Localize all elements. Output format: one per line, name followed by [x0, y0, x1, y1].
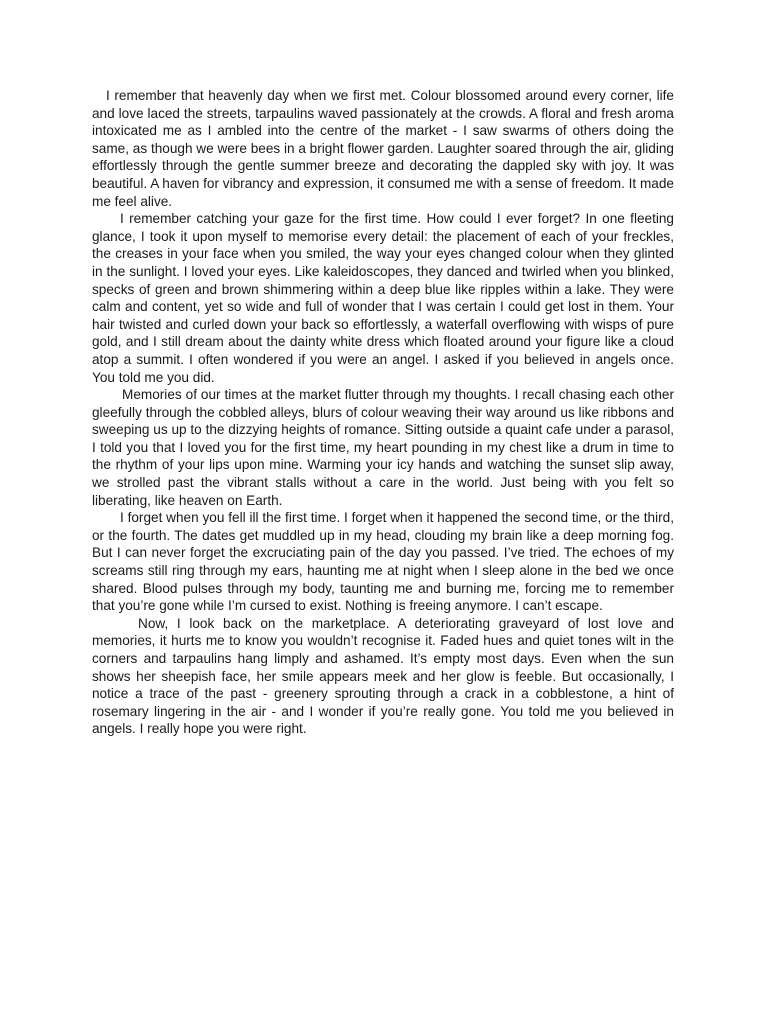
story-text [92, 87, 674, 738]
paragraph-5: Now, I look back on the marketplace. A deteriorating graveyard of lost love and memories, it hurts me to know you wouldn’t recognise it. Faded hues and quiet tones wilt in the corners and tarpaulins hang limply and ashamed. It’s empty most days. Even when the sun shows her sheepish face, her smile appears meek and her glow is feeble. But occasionally, I notice a trace of the past - greenery sprouting through a crack in a cobblestone, a hint of rosemary lingering in the air - and I wonder if you’re really gone. You told me you believed in angels. I really hope you were right. [92, 615, 674, 737]
paragraph-4: I forget when you fell ill the first time. I forget when it happened the second time, or the third, or the fourth. The dates get muddled up in my head, clouding my brain like a deep morning fog. But I can never forget the excruciating pain of the day you passed. I’ve tried. The echoes of my screams still ring through my ears, haunting me at night when I sleep alone in the bed we once shared. Blood pulses through my body, taunting me and burning me, forcing me to remember that you’re gone while I’m cursed to exist. Nothing is freeing anymore. I can’t escape. [92, 510, 674, 614]
paragraph-2: I remember catching your gaze for the first time. How could I ever forget? In one fleeting glance, I took it upon myself to memorise every detail: the placement of each of your freckles, the creases in your face when you smiled, the way your eyes changed colour when they glinted in the sunlight. I loved your eyes. Like kaleidoscopes, they danced and twirled when you blinked, specks of green and brown shimmering within a deep blue like ripples within a lake. They were calm and content, yet so wide and full of wonder that I was certain I could get lost in them. Your hair twisted and curled down your back so effortlessly, a waterfall overflowing with wisps of pure gold, and I still dream about the dainty white dress which floated around your figure like a cloud atop a summit. I often wondered if you were an angel. I asked if you believed in angels once. You told me you did. [92, 211, 674, 385]
paragraph-1: I remember that heavenly day when we first met. Colour blossomed around every corner, life and love laced the streets, tarpaulins waved passionately at the crowds. A floral and fresh aroma intoxicated me as I ambled into the centre of the market - I saw swarms of others doing the same, as though we were bees in a bright flower garden. Laughter soared through the air, gliding effortlessly through the gentle summer breeze and decorating the dappled sky with joy. It was beautiful. A haven for vibrancy and expression, it consumed me with a sense of freedom. It made me feel alive. [92, 88, 674, 209]
paragraph-3: Memories of our times at the market flutter through my thoughts. I recall chasing each other gleefully through the cobbled alleys, blurs of colour weaving their way around us like ribbons and sweeping us up to the dizzying heights of romance. Sitting outside a quaint cafe under a parasol, I told you that I loved you for the first time, my heart pounding in my chest like a drum in time to the rhythm of your lips upon mine. Warming your icy hands and watching the sunset slip away, we strolled past the vibrant stalls without a care in the world. Just being with you felt so liberating, like heaven on Earth. [92, 387, 674, 508]
